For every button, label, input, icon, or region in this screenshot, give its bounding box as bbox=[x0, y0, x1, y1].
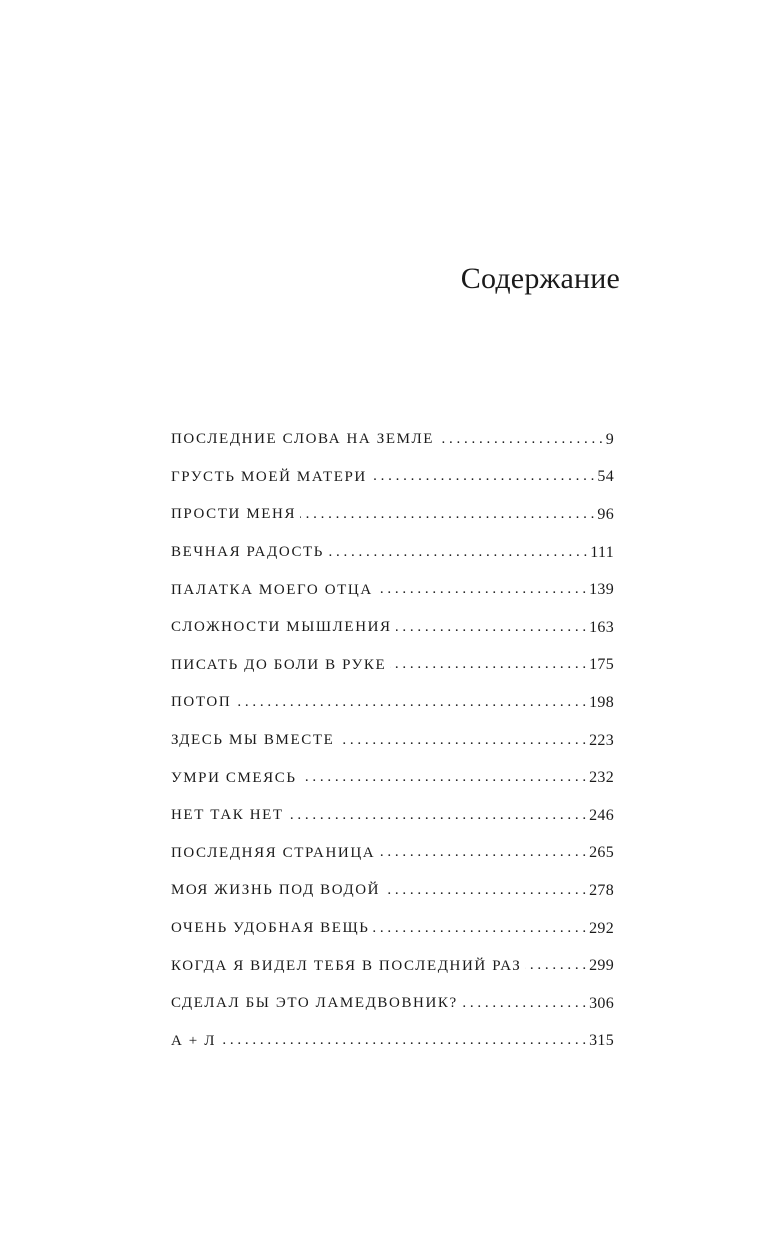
toc-entry-title: ПОТОП bbox=[171, 694, 232, 711]
toc-entry-title: СДЕЛАЛ БЫ ЭТО ЛАМЕДВОВНИК? bbox=[171, 995, 458, 1012]
table-of-contents bbox=[171, 421, 614, 1060]
toc-entry[interactable] bbox=[171, 797, 614, 835]
toc-entry-page: 198 bbox=[589, 693, 614, 711]
toc-entry-page: 232 bbox=[589, 769, 614, 787]
toc-entry-page: 306 bbox=[589, 994, 614, 1012]
toc-entry-title: ПИСАТЬ ДО БОЛИ В РУКЕ bbox=[171, 656, 387, 673]
toc-entry-title: КОГДА Я ВИДЕЛ ТЕБЯ В ПОСЛЕДНИЙ РАЗ bbox=[171, 957, 522, 974]
toc-entry[interactable] bbox=[171, 534, 614, 572]
toc-entry[interactable] bbox=[171, 421, 614, 459]
toc-entry-title: ВЕЧНАЯ РАДОСТЬ bbox=[171, 544, 325, 561]
toc-entry-page: 163 bbox=[589, 618, 614, 636]
toc-entry[interactable] bbox=[171, 609, 614, 647]
toc-entry-page: 175 bbox=[589, 656, 614, 674]
toc-entry[interactable] bbox=[171, 759, 614, 797]
dot-leader bbox=[390, 656, 586, 674]
toc-entry-title: ПОСЛЕДНИЕ СЛОВА НА ЗЕМЛЕ bbox=[171, 431, 435, 448]
dot-leader bbox=[379, 844, 586, 862]
toc-entry[interactable] bbox=[171, 947, 614, 985]
toc-entry-title: ПАЛАТКА МОЕГО ОТЦА bbox=[171, 581, 373, 598]
toc-entry[interactable] bbox=[171, 459, 614, 497]
toc-entry-title: ГРУСТЬ МОЕЙ МАТЕРИ bbox=[171, 468, 367, 485]
toc-entry-page: 139 bbox=[589, 581, 614, 599]
toc-entry-page: 278 bbox=[589, 881, 614, 899]
toc-entry-page: 246 bbox=[589, 806, 614, 824]
toc-entry-page: 111 bbox=[590, 543, 614, 561]
toc-entry[interactable] bbox=[171, 910, 614, 948]
dot-leader bbox=[338, 732, 586, 750]
toc-entry-title: ПРОСТИ МЕНЯ bbox=[171, 506, 297, 523]
toc-entry-title: ЗДЕСЬ МЫ ВМЕСТЕ bbox=[171, 732, 335, 749]
toc-entry-title: МОЯ ЖИЗНЬ ПОД ВОДОЙ bbox=[171, 882, 381, 899]
dot-leader bbox=[462, 995, 586, 1013]
dot-leader bbox=[300, 506, 594, 524]
dot-leader bbox=[328, 544, 587, 562]
toc-entry-page: 96 bbox=[597, 505, 614, 523]
toc-entry-title: УМРИ СМЕЯСЬ bbox=[171, 769, 297, 786]
toc-entry-page: 9 bbox=[605, 430, 614, 448]
toc-entry-title: ПОСЛЕДНЯЯ СТРАНИЦА bbox=[171, 844, 376, 861]
toc-entry-page: 292 bbox=[589, 919, 614, 937]
dot-leader bbox=[396, 619, 586, 637]
dot-leader bbox=[220, 1032, 586, 1050]
toc-entry-title: НЕТ ТАК НЕТ bbox=[171, 807, 284, 824]
dot-leader bbox=[288, 807, 586, 825]
toc-entry[interactable] bbox=[171, 571, 614, 609]
dot-leader bbox=[235, 694, 586, 712]
dot-leader bbox=[438, 431, 603, 449]
dot-leader bbox=[377, 581, 586, 599]
dot-leader bbox=[525, 957, 586, 975]
toc-entry-title: ОЧЕНЬ УДОБНАЯ ВЕЩЬ bbox=[171, 920, 370, 937]
toc-entry[interactable] bbox=[171, 684, 614, 722]
page-title: Содержание bbox=[460, 262, 620, 295]
toc-entry[interactable] bbox=[171, 872, 614, 910]
toc-entry-title: А + Л bbox=[171, 1032, 216, 1049]
dot-leader bbox=[301, 769, 586, 787]
toc-entry[interactable] bbox=[171, 647, 614, 685]
toc-entry[interactable] bbox=[171, 835, 614, 873]
dot-leader bbox=[371, 468, 595, 486]
toc-entry-page: 265 bbox=[589, 844, 614, 862]
toc-entry-title: СЛОЖНОСТИ МЫШЛЕНИЯ bbox=[171, 619, 392, 636]
toc-entry[interactable] bbox=[171, 1023, 614, 1061]
toc-entry[interactable] bbox=[171, 722, 614, 760]
toc-entry[interactable] bbox=[171, 496, 614, 534]
dot-leader bbox=[373, 920, 586, 938]
dot-leader bbox=[384, 882, 586, 900]
toc-entry-page: 315 bbox=[589, 1032, 614, 1050]
toc-entry[interactable] bbox=[171, 985, 614, 1023]
toc-entry-page: 54 bbox=[597, 468, 614, 486]
toc-entry-page: 299 bbox=[589, 957, 614, 975]
toc-entry-page: 223 bbox=[589, 731, 614, 749]
